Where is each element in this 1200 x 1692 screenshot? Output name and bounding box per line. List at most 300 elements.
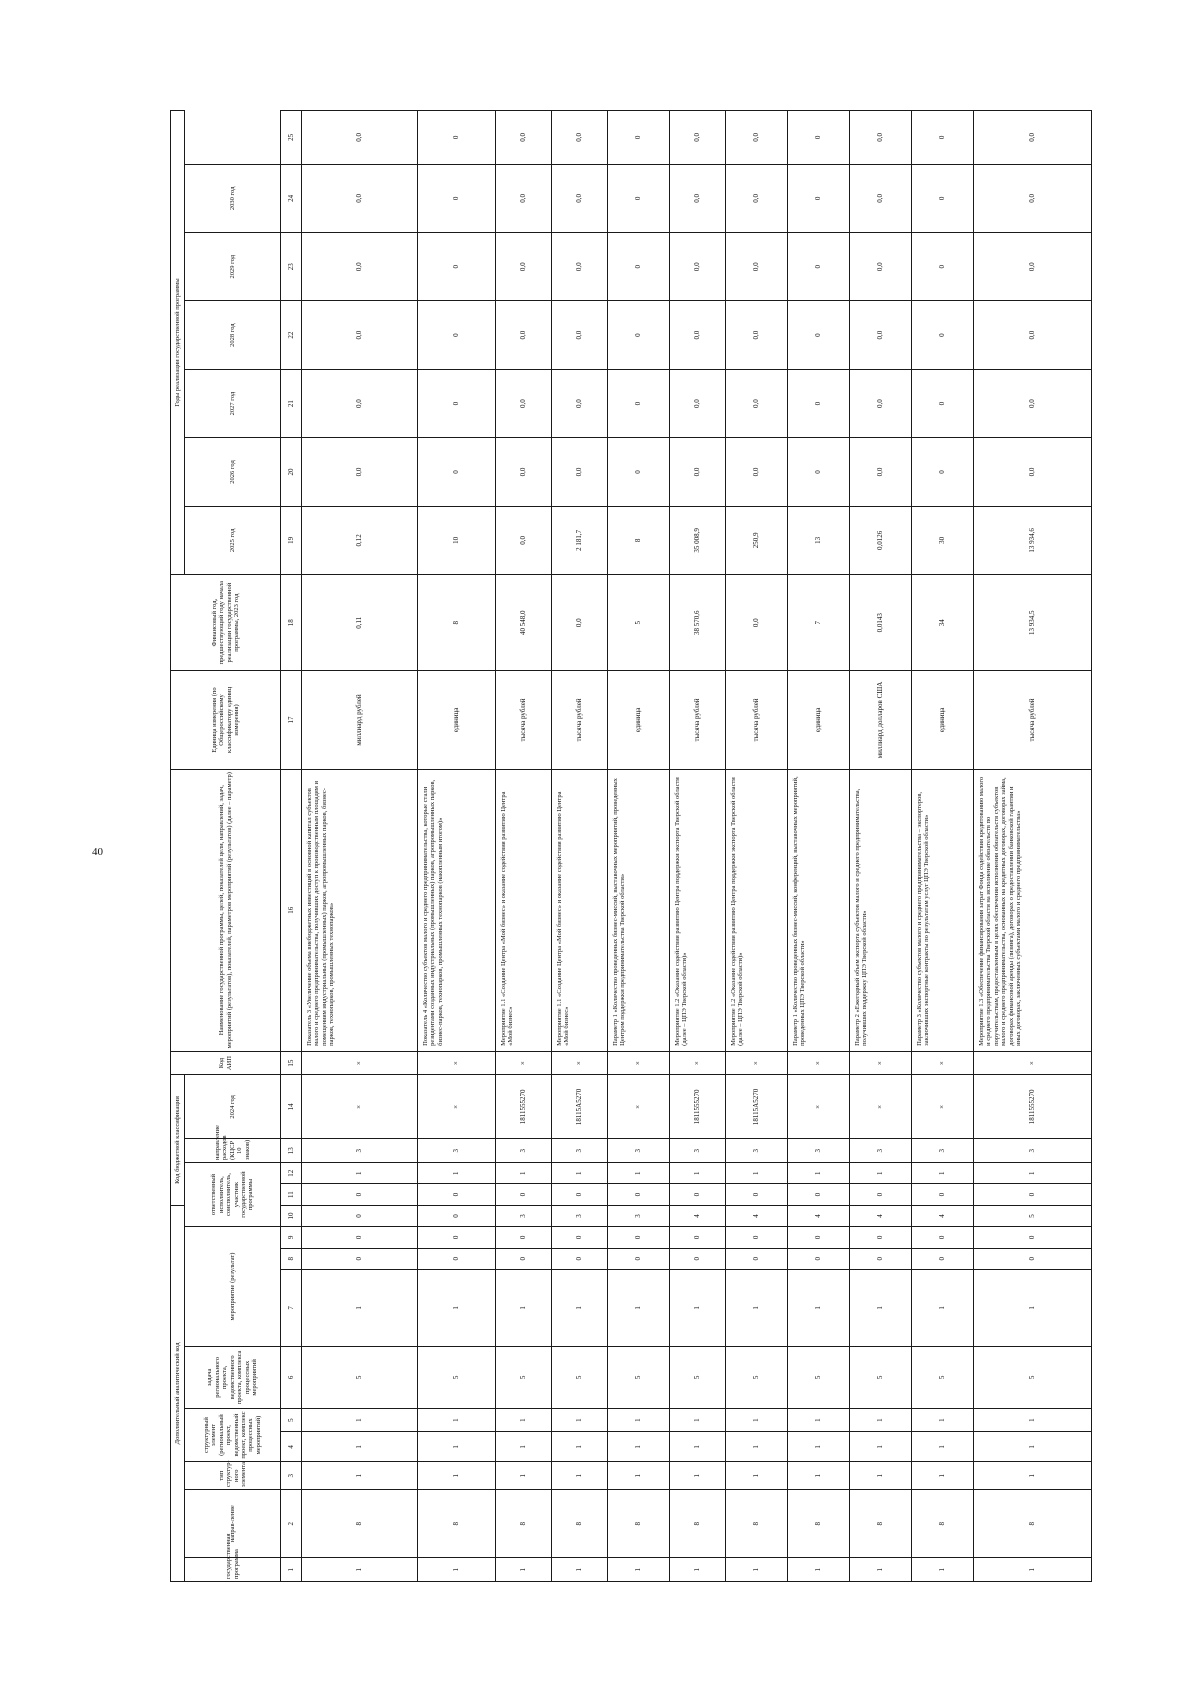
- year-value-cell: 0: [608, 111, 670, 165]
- year-value-cell: 0,12: [302, 506, 418, 574]
- year-value-cell: 0,0: [726, 369, 788, 437]
- indicator-name-cell: Параметр 2 «Ежегодный объем экспорта субъектов малого и среднего предпринимательства, получивших поддержку ЦПЭ Тверской области»: [850, 769, 912, 1051]
- year-value-cell: 0,0: [974, 233, 1092, 301]
- header-year: 2025 год: [185, 506, 281, 574]
- year-value-cell: 0,0: [496, 369, 552, 437]
- code-cell: 1: [418, 1269, 496, 1346]
- year-value-cell: 0,0: [552, 369, 608, 437]
- code-cell: ×: [608, 1075, 670, 1139]
- code-cell: 1: [974, 1462, 1092, 1490]
- header-measure: мероприятие (результат): [185, 1227, 281, 1347]
- code-cell: 1: [912, 1462, 974, 1490]
- code-cell: 1: [302, 1462, 418, 1490]
- year-value-cell: 0,0: [850, 111, 912, 165]
- year-value-cell: 0,0: [670, 369, 726, 437]
- column-number: 2: [281, 1490, 302, 1558]
- header-name: Наименование государственной программы, целей, показателей цели, направлений, задач, мероприятий (результатов), показателей, параметров мероприятий (результатов) (далее – параметр): [171, 769, 281, 1051]
- year-value-cell: 0: [418, 438, 496, 506]
- unit-cell: тысяча рублей: [496, 671, 552, 769]
- code-cell: ×: [974, 1051, 1092, 1075]
- year-value-cell: 0: [912, 438, 974, 506]
- base-year-value-cell: 0,0: [552, 575, 608, 671]
- year-value-cell: 0,0: [496, 111, 552, 165]
- code-cell: 1: [788, 1432, 850, 1462]
- year-value-cell: 0,0: [496, 164, 552, 232]
- year-value-cell: 0: [912, 233, 974, 301]
- code-cell: 1: [496, 1269, 552, 1346]
- year-value-cell: 0,0: [496, 301, 552, 369]
- rotated-table-page: [170, 110, 1098, 1582]
- code-cell: 8: [850, 1490, 912, 1558]
- year-value-cell: 0,0: [726, 233, 788, 301]
- code-cell: 1: [850, 1408, 912, 1432]
- code-cell: ×: [552, 1051, 608, 1075]
- year-value-cell: 0,0: [496, 438, 552, 506]
- code-cell: 8: [418, 1490, 496, 1558]
- code-cell: 1: [302, 1163, 418, 1184]
- header-budget-code: Код бюджетной классификации: [171, 1075, 185, 1205]
- year-value-cell: 0,0: [670, 438, 726, 506]
- column-number: 11: [281, 1184, 302, 1205]
- base-year-value-cell: 5: [608, 575, 670, 671]
- year-value-cell: 0: [788, 164, 850, 232]
- code-cell: ×: [726, 1051, 788, 1075]
- year-value-cell: 0: [608, 301, 670, 369]
- code-cell: 1: [670, 1462, 726, 1490]
- year-value-cell: 0,0: [302, 164, 418, 232]
- indicator-name-cell: Мероприятие 1.1 «Создание Центра «Мой бизнес» и оказание содействия развитию Центра «Мой бизнес»: [496, 769, 552, 1051]
- code-cell: 3: [418, 1139, 496, 1163]
- code-cell: 0: [788, 1248, 850, 1269]
- code-cell: 0: [552, 1227, 608, 1248]
- year-value-cell: 0,0: [496, 506, 552, 574]
- code-cell: 0: [974, 1248, 1092, 1269]
- code-cell: 1: [496, 1462, 552, 1490]
- code-cell: 1: [974, 1432, 1092, 1462]
- code-cell: ×: [788, 1051, 850, 1075]
- code-cell: ×: [302, 1051, 418, 1075]
- table-row: [974, 111, 1092, 1582]
- code-cell: 1: [418, 1558, 496, 1582]
- indicator-name-cell: Мероприятие 1.1 «Создание Центра «Мой бизнес» и оказание содействия развитию Центра «Мой бизнес»: [552, 769, 608, 1051]
- code-cell: 1811555270: [496, 1075, 552, 1139]
- code-cell: 1: [726, 1462, 788, 1490]
- code-cell: 1: [912, 1269, 974, 1346]
- code-cell: 4: [670, 1205, 726, 1226]
- table-row: [850, 111, 912, 1582]
- year-value-cell: 0: [418, 164, 496, 232]
- unit-cell: тысяча рублей: [726, 671, 788, 769]
- code-cell: 0: [726, 1248, 788, 1269]
- code-cell: 0: [670, 1248, 726, 1269]
- code-cell: 5: [974, 1205, 1092, 1226]
- code-cell: 1: [608, 1269, 670, 1346]
- year-value-cell: 0,0: [974, 111, 1092, 165]
- code-cell: ×: [788, 1075, 850, 1139]
- code-cell: 3: [496, 1139, 552, 1163]
- header-year: 2030 год: [185, 164, 281, 232]
- code-cell: 8: [496, 1490, 552, 1558]
- year-value-cell: 0,0126: [850, 506, 912, 574]
- year-value-cell: 8: [608, 506, 670, 574]
- unit-cell: единица: [608, 671, 670, 769]
- code-cell: 1: [912, 1408, 974, 1432]
- year-value-cell: 0,0: [974, 438, 1092, 506]
- code-cell: 0: [912, 1184, 974, 1205]
- code-cell: 5: [912, 1346, 974, 1408]
- code-cell: 0: [496, 1227, 552, 1248]
- code-cell: 1: [552, 1432, 608, 1462]
- table-row: [302, 111, 418, 1582]
- header-year: 2029 год: [185, 233, 281, 301]
- code-cell: 3: [552, 1139, 608, 1163]
- column-number: 3: [281, 1462, 302, 1490]
- code-cell: 0: [974, 1184, 1092, 1205]
- page-number: 40: [92, 846, 103, 858]
- code-cell: 1: [418, 1163, 496, 1184]
- code-cell: 5: [608, 1346, 670, 1408]
- code-cell: 3: [608, 1139, 670, 1163]
- column-number: 16: [281, 769, 302, 1051]
- code-cell: 0: [418, 1248, 496, 1269]
- code-cell: 0: [302, 1227, 418, 1248]
- code-cell: 1811555270: [974, 1075, 1092, 1139]
- year-value-cell: 0,0: [552, 164, 608, 232]
- code-cell: 1811555270: [670, 1075, 726, 1139]
- code-cell: ×: [912, 1075, 974, 1139]
- code-cell: 1: [496, 1432, 552, 1462]
- code-cell: 5: [670, 1346, 726, 1408]
- code-cell: 4: [912, 1205, 974, 1226]
- table-row: [608, 111, 670, 1582]
- code-cell: 1: [788, 1462, 850, 1490]
- base-year-value-cell: 34: [912, 575, 974, 671]
- code-cell: 5: [726, 1346, 788, 1408]
- code-cell: 0: [912, 1227, 974, 1248]
- code-cell: 0: [726, 1227, 788, 1248]
- code-cell: 3: [912, 1139, 974, 1163]
- code-cell: 1: [974, 1558, 1092, 1582]
- table-row: [726, 111, 788, 1582]
- code-cell: 0: [850, 1227, 912, 1248]
- code-cell: 0: [608, 1248, 670, 1269]
- code-cell: 0: [608, 1184, 670, 1205]
- header-base-year: Финансовый год, предшествующий году начала реализации государственной программы, 2023 год: [171, 575, 281, 671]
- year-value-cell: 0,0: [726, 301, 788, 369]
- code-cell: 5: [552, 1346, 608, 1408]
- column-number: 7: [281, 1269, 302, 1346]
- unit-cell: миллиард долларов США: [850, 671, 912, 769]
- code-cell: 5: [302, 1346, 418, 1408]
- column-number: 8: [281, 1248, 302, 1269]
- column-number: 4: [281, 1432, 302, 1462]
- code-cell: ×: [850, 1075, 912, 1139]
- column-number: 9: [281, 1227, 302, 1248]
- unit-cell: единица: [418, 671, 496, 769]
- unit-cell: миллиард рублей: [302, 671, 418, 769]
- year-value-cell: 0,0: [552, 301, 608, 369]
- code-cell: 0: [670, 1184, 726, 1205]
- code-cell: 3: [788, 1139, 850, 1163]
- code-cell: 0: [850, 1248, 912, 1269]
- code-cell: 1: [608, 1462, 670, 1490]
- year-value-cell: 0,0: [302, 369, 418, 437]
- program-table: [170, 110, 1092, 1582]
- year-value-cell: 0,0: [670, 233, 726, 301]
- year-value-cell: 0,0: [302, 438, 418, 506]
- year-value-cell: 0,0: [552, 111, 608, 165]
- code-cell: 0: [302, 1248, 418, 1269]
- column-number-row: [281, 111, 302, 1582]
- code-cell: 1: [608, 1432, 670, 1462]
- column-number: 21: [281, 369, 302, 437]
- indicator-name-cell: Мероприятие 1.2 «Оказание содействия развитию Центра поддержки экспорта Тверской области (далее – ЦПЭ Тверской области)»: [670, 769, 726, 1051]
- column-number: 25: [281, 111, 302, 165]
- code-cell: 1: [788, 1408, 850, 1432]
- code-cell: 3: [974, 1139, 1092, 1163]
- code-cell: ×: [418, 1075, 496, 1139]
- year-value-cell: 13: [788, 506, 850, 574]
- code-cell: 18115А5270: [726, 1075, 788, 1139]
- column-number: 18: [281, 575, 302, 671]
- column-number: 5: [281, 1408, 302, 1432]
- indicator-name-cell: Мероприятие 1.2 «Оказание содействия развитию Центра поддержки экспорта Тверской области (далее – ЦПЭ Тверской области)»: [726, 769, 788, 1051]
- code-cell: 8: [302, 1490, 418, 1558]
- code-cell: 5: [496, 1346, 552, 1408]
- header-expense-direction: направление расходов (КЦСР 10 знаков): [185, 1139, 281, 1163]
- unit-cell: тысяча рублей: [974, 671, 1092, 769]
- year-value-cell: 0: [608, 164, 670, 232]
- year-value-cell: 0: [912, 301, 974, 369]
- header-structural-element: структурный элемент (региональный проект, ведомственный проект, комплекс процессных мероприятий): [185, 1408, 281, 1461]
- code-cell: 8: [912, 1490, 974, 1558]
- column-number: 17: [281, 671, 302, 769]
- code-cell: 3: [726, 1139, 788, 1163]
- column-number: 12: [281, 1163, 302, 1184]
- year-value-cell: 0: [608, 438, 670, 506]
- code-cell: 1: [912, 1163, 974, 1184]
- code-cell: 1: [670, 1269, 726, 1346]
- code-cell: 1: [608, 1408, 670, 1432]
- code-cell: 4: [726, 1205, 788, 1226]
- code-cell: 1: [670, 1558, 726, 1582]
- code-cell: 1: [670, 1432, 726, 1462]
- column-number: 1: [281, 1558, 302, 1582]
- code-cell: 4: [788, 1205, 850, 1226]
- header-additional-code: Дополнительный аналитический код: [171, 1205, 185, 1581]
- code-cell: 1: [788, 1269, 850, 1346]
- code-cell: 3: [496, 1205, 552, 1226]
- column-number: 15: [281, 1051, 302, 1075]
- column-number: 6: [281, 1346, 302, 1408]
- code-cell: 0: [552, 1184, 608, 1205]
- year-value-cell: 0: [788, 369, 850, 437]
- year-value-cell: 0,0: [974, 164, 1092, 232]
- header-direction: направ-ление: [185, 1490, 281, 1558]
- code-cell: 1: [974, 1163, 1092, 1184]
- indicator-name-cell: Показатель 4 «Количество субъектов малого и среднего предпринимательства, которые стали резидентами созданных индустриальных (промышленных) парков, агропромышленных парков, бизнес-парков, технопарков, промышленных технопарков (накопленным итогом)»: [418, 769, 496, 1051]
- code-cell: 1: [552, 1163, 608, 1184]
- header-executor: ответственный исполнитель, соисполнитель, участник государственной программы: [185, 1163, 281, 1227]
- column-number: 14: [281, 1075, 302, 1139]
- column-number: 19: [281, 506, 302, 574]
- code-cell: 1: [726, 1408, 788, 1432]
- code-cell: 1: [850, 1163, 912, 1184]
- code-cell: 1: [552, 1269, 608, 1346]
- code-cell: 1: [912, 1432, 974, 1462]
- code-cell: 1: [552, 1558, 608, 1582]
- column-number: 23: [281, 233, 302, 301]
- code-cell: 5: [788, 1346, 850, 1408]
- code-cell: 3: [302, 1139, 418, 1163]
- year-value-cell: 0: [608, 233, 670, 301]
- header-year: 2024 год: [185, 1075, 281, 1139]
- code-cell: 0: [788, 1227, 850, 1248]
- code-cell: 5: [418, 1346, 496, 1408]
- column-number: 20: [281, 438, 302, 506]
- header-task: задача регионального проекта, ведомственного проекта, комплекса процессных мероприятий: [185, 1346, 281, 1408]
- year-value-cell: 2 181,7: [552, 506, 608, 574]
- code-cell: 1: [974, 1269, 1092, 1346]
- code-cell: 1: [850, 1432, 912, 1462]
- code-cell: 1: [788, 1558, 850, 1582]
- indicator-name-cell: Показатель 3 «Увеличение объема внебюджетных инвестиций в основной капитал субъектов малого и среднего предпринимательства, получивших доступ к производственным площадям и помещениям индустриальных (промышленных) парков, агропромышленных парков, бизнес-парков, технопарков, промышленных технопарков»: [302, 769, 418, 1051]
- year-value-cell: 0: [912, 164, 974, 232]
- indicator-name-cell: Мероприятие 1.3 «Обеспечение финансирования затрат Фонда содействия кредитованию малого и среднего предпринимательства Тверской области на исполнение обязательств по поручительствам, предоставленным в целях обеспечения исполнения обязательств субъектов малого и среднего предпринимательства, основанных на кредитных договорах, договорах займа, договорах финансовой аренды (лизинга), договорах о предоставлении банковской гарантии и иных договорах, заключенных субъектами малого и среднего предпринимательства»: [974, 769, 1092, 1051]
- unit-cell: единица: [912, 671, 974, 769]
- unit-cell: тысяча рублей: [670, 671, 726, 769]
- code-cell: 0: [418, 1227, 496, 1248]
- code-cell: 0: [496, 1184, 552, 1205]
- code-cell: 3: [608, 1205, 670, 1226]
- year-value-cell: 30: [912, 506, 974, 574]
- year-value-cell: 13 934,6: [974, 506, 1092, 574]
- table-row: [670, 111, 726, 1582]
- code-cell: ×: [418, 1051, 496, 1075]
- code-cell: 1: [302, 1432, 418, 1462]
- code-cell: ×: [496, 1051, 552, 1075]
- year-value-cell: 0,0: [974, 369, 1092, 437]
- year-value-cell: 0,0: [670, 111, 726, 165]
- code-cell: ×: [608, 1051, 670, 1075]
- code-cell: 0: [850, 1184, 912, 1205]
- year-value-cell: 0: [608, 369, 670, 437]
- base-year-value-cell: 40 548,0: [496, 575, 552, 671]
- header-unit: Единица измерения (по Общероссийскому классификатору единиц измерения): [171, 671, 281, 769]
- column-number: 13: [281, 1139, 302, 1163]
- header-year: 2028 год: [185, 301, 281, 369]
- base-year-value-cell: 13 934,5: [974, 575, 1092, 671]
- header-program: государственная программа: [185, 1558, 281, 1582]
- code-cell: 1: [850, 1462, 912, 1490]
- code-cell: 1: [726, 1269, 788, 1346]
- year-value-cell: 0: [418, 369, 496, 437]
- column-number: 24: [281, 164, 302, 232]
- base-year-value-cell: 0,0: [726, 575, 788, 671]
- year-value-cell: 0: [788, 438, 850, 506]
- code-cell: 8: [608, 1490, 670, 1558]
- year-value-cell: 0,0: [552, 438, 608, 506]
- code-cell: 1: [496, 1558, 552, 1582]
- year-value-cell: 0,0: [974, 301, 1092, 369]
- year-value-cell: 0,0: [726, 438, 788, 506]
- code-cell: ×: [302, 1075, 418, 1139]
- year-value-cell: 10: [418, 506, 496, 574]
- year-value-cell: 0,0: [726, 111, 788, 165]
- year-value-cell: 0,0: [552, 233, 608, 301]
- code-cell: 1: [552, 1462, 608, 1490]
- code-cell: 0: [608, 1227, 670, 1248]
- code-cell: 1: [496, 1408, 552, 1432]
- base-year-value-cell: 7: [788, 575, 850, 671]
- code-cell: 1: [418, 1432, 496, 1462]
- indicator-name-cell: Параметр 1 «Количество проведенных бизнес-миссий, выставочных мероприятий, проведенных Центром поддержки предпринимательства Тверской области»: [608, 769, 670, 1051]
- code-cell: 1: [302, 1408, 418, 1432]
- base-year-value-cell: 0,11: [302, 575, 418, 671]
- code-cell: 4: [850, 1205, 912, 1226]
- table-row: [418, 111, 496, 1582]
- code-cell: 1: [974, 1408, 1092, 1432]
- table-row: [552, 111, 608, 1582]
- code-cell: 0: [418, 1205, 496, 1226]
- base-year-value-cell: 38 570,6: [670, 575, 726, 671]
- table-row: [912, 111, 974, 1582]
- indicator-name-cell: Параметр 1 «Количество проведенных бизнес-миссий, конференций, выставочных мероприятий, проведенных ЦПЭ Тверской области»: [788, 769, 850, 1051]
- code-cell: 1: [608, 1558, 670, 1582]
- code-cell: 1: [496, 1163, 552, 1184]
- year-value-cell: 0: [788, 233, 850, 301]
- code-cell: 0: [302, 1205, 418, 1226]
- code-cell: 8: [974, 1490, 1092, 1558]
- year-value-cell: 0,0: [850, 438, 912, 506]
- year-value-cell: 0,0: [302, 111, 418, 165]
- code-cell: 3: [670, 1139, 726, 1163]
- year-value-cell: 0,0: [670, 301, 726, 369]
- header-years-group: Годы реализации государственной программы: [171, 111, 185, 575]
- code-cell: 0: [302, 1184, 418, 1205]
- year-value-cell: 0,0: [850, 369, 912, 437]
- indicator-name-cell: Параметр 3 «Количество субъектов малого и среднего предпринимательства – экспортеров, заключивших экспортные контракты по результатам услуг ЦПЭ Тверской области»: [912, 769, 974, 1051]
- code-cell: 0: [974, 1227, 1092, 1248]
- year-value-cell: 0,0: [850, 233, 912, 301]
- code-cell: 1: [850, 1269, 912, 1346]
- code-cell: 8: [788, 1490, 850, 1558]
- year-value-cell: 0,0: [850, 301, 912, 369]
- column-number: 22: [281, 301, 302, 369]
- code-cell: 1: [670, 1163, 726, 1184]
- unit-cell: тысяча рублей: [552, 671, 608, 769]
- code-cell: 1: [726, 1558, 788, 1582]
- year-value-cell: 0,0: [302, 301, 418, 369]
- year-value-cell: 0: [788, 301, 850, 369]
- code-cell: 1: [670, 1408, 726, 1432]
- code-cell: ×: [850, 1051, 912, 1075]
- column-number: 10: [281, 1205, 302, 1226]
- code-cell: 0: [726, 1184, 788, 1205]
- code-cell: 0: [670, 1227, 726, 1248]
- table-row: [496, 111, 552, 1582]
- code-cell: 1: [788, 1163, 850, 1184]
- year-value-cell: 0,0: [850, 164, 912, 232]
- code-cell: 8: [552, 1490, 608, 1558]
- code-cell: 5: [850, 1346, 912, 1408]
- year-value-cell: 0: [788, 111, 850, 165]
- header-year: 2027 год: [185, 369, 281, 437]
- code-cell: 1: [850, 1558, 912, 1582]
- year-value-cell: 0,0: [726, 164, 788, 232]
- code-cell: 1: [726, 1163, 788, 1184]
- code-cell: 3: [552, 1205, 608, 1226]
